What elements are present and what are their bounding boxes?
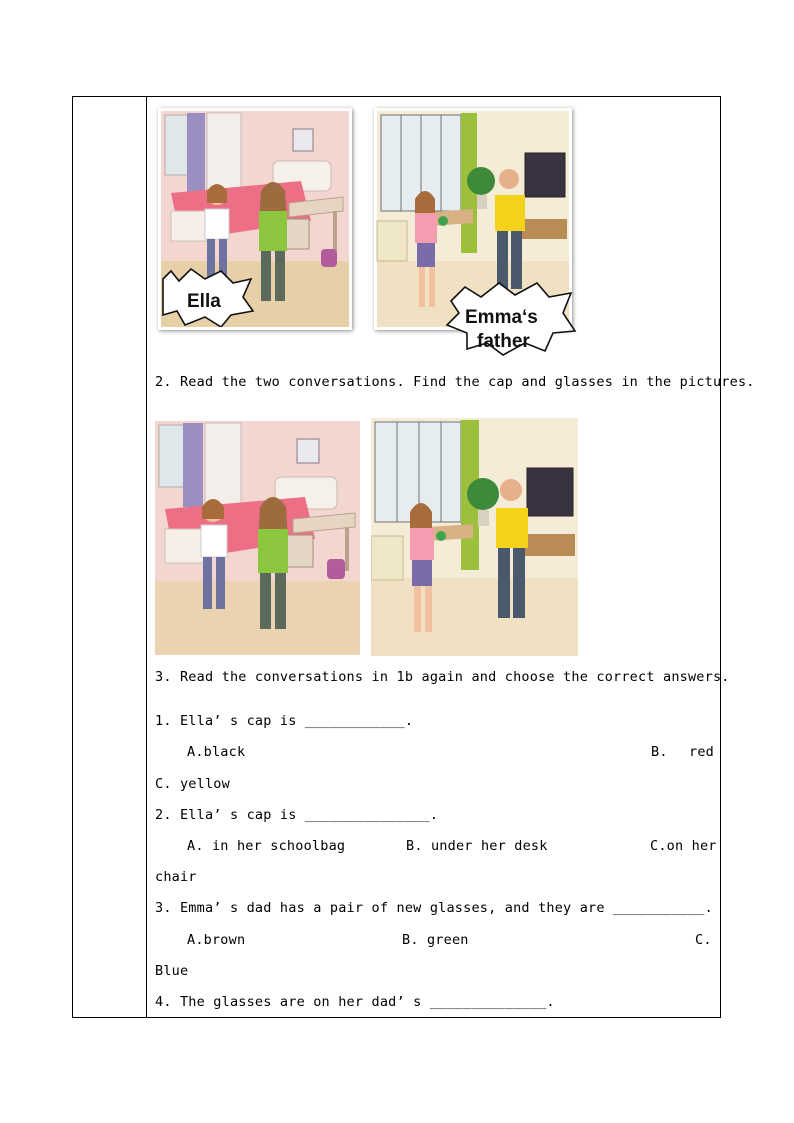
- question-3-stem: 3. Emma’ s dad has a pair of new glasses, and they are ___________.: [155, 900, 713, 916]
- column-divider: [146, 96, 147, 1018]
- emmas-label: Emma‘s: [465, 307, 538, 328]
- q3-option-b: B. green: [402, 932, 469, 948]
- q2-option-a: A. in her schoolbag: [187, 838, 346, 854]
- q2-option-b: B. under her desk: [406, 838, 548, 854]
- q1-option-b-letter: B.: [651, 744, 668, 760]
- q3-option-a: A.brown: [187, 932, 246, 948]
- task-2-instruction: 2. Read the two conversations. Find the cap and glasses in the pictures.: [155, 374, 755, 390]
- q1-option-b-text: red: [689, 744, 714, 760]
- question-4-stem: 4. The glasses are on her dad’ s ______________.: [155, 994, 555, 1010]
- ella-label: Ella: [187, 291, 221, 312]
- q1-option-c: C. yellow: [155, 776, 230, 792]
- q2-option-c: C.on her: [650, 838, 717, 854]
- livingroom-picture-captioned: [374, 108, 572, 352]
- bedroom-picture: [155, 421, 360, 655]
- father-label: father: [477, 331, 530, 352]
- q1-option-a: A.black: [187, 744, 246, 760]
- q3-option-c-text: Blue: [155, 963, 189, 979]
- q3-option-c-letter: C.: [695, 932, 712, 948]
- bedroom-picture-captioned: [158, 108, 352, 330]
- question-2-stem: 2. Ella’ s cap is _______________.: [155, 807, 439, 823]
- question-1-stem: 1. Ella’ s cap is ____________.: [155, 713, 414, 729]
- livingroom-picture: [371, 418, 578, 656]
- task-3-instruction: 3. Read the conversations in 1b again and choose the correct answers.: [155, 669, 730, 685]
- q2-option-c-wrap: chair: [155, 869, 197, 885]
